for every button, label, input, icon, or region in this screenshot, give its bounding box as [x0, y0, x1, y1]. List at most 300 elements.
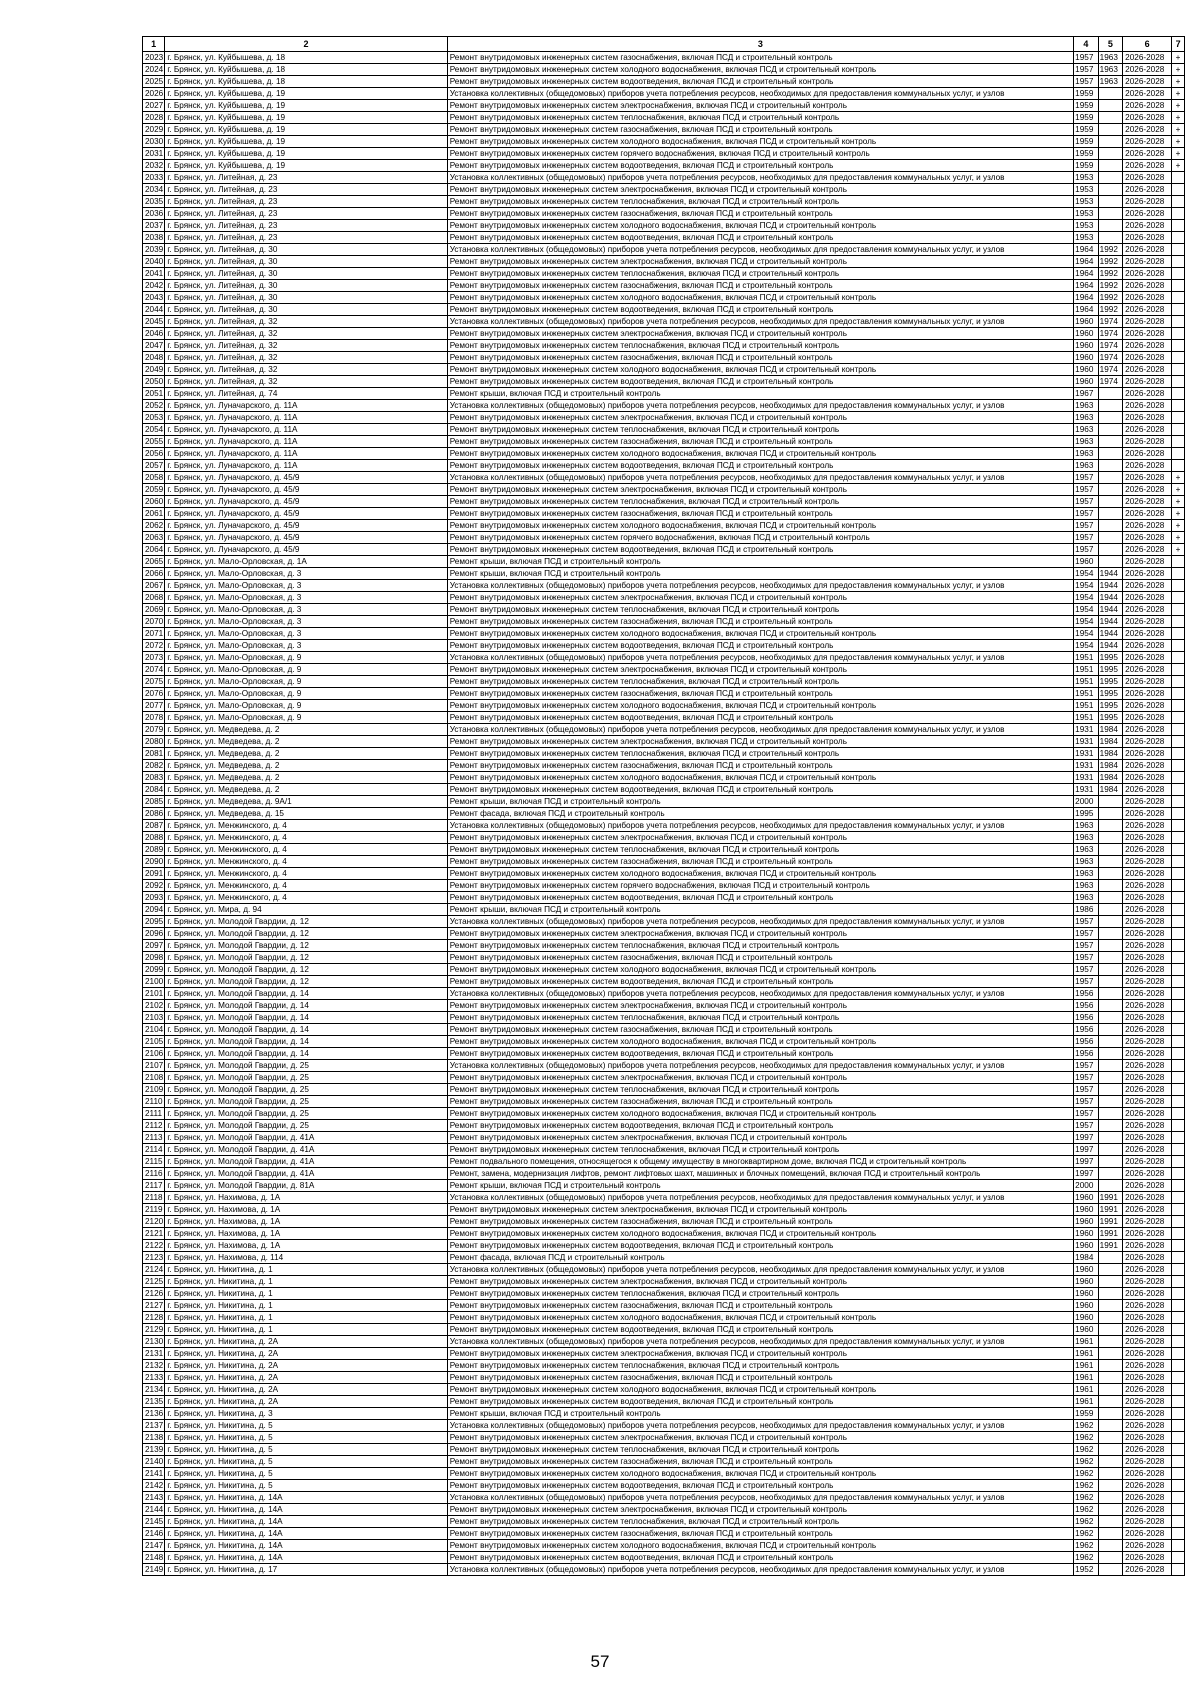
cell-mark: +: [1172, 124, 1185, 136]
cell-year-built: 1963: [1074, 412, 1099, 424]
cell-address: г. Брянск, ул. Медведева, д. 15: [165, 808, 447, 820]
table-row: [143, 1300, 1185, 1312]
cell-work-type: Ремонт внутридомовых инженерных систем холодного водоснабжения, включая ПСД и строительный контроль: [447, 64, 1073, 76]
cell-mark: [1172, 808, 1185, 820]
table-row: [143, 472, 1185, 484]
cell-row-number: 2117: [143, 1180, 165, 1192]
cell-work-type: Установка коллективных (общедомовых) приборов учета потребления ресурсов, необходимых для предоставления коммунальных услуг, и узлов: [447, 88, 1073, 100]
cell-planned-period: 2026-2028: [1123, 76, 1172, 88]
cell-work-type: Ремонт внутридомовых инженерных систем водоотведения, включая ПСД и строительный контроль: [447, 376, 1073, 388]
cell-work-type: Ремонт внутридомовых инженерных систем теплоснабжения, включая ПСД и строительный контроль: [447, 340, 1073, 352]
cell-work-type: Ремонт внутридомовых инженерных систем холодного водоснабжения, включая ПСД и строительный контроль: [447, 1108, 1073, 1120]
cell-work-type: Ремонт крыши, включая ПСД и строительный контроль: [447, 796, 1073, 808]
cell-address: г. Брянск, ул. Луначарского, д. 11А: [165, 436, 447, 448]
cell-row-number: 2087: [143, 820, 165, 832]
cell-planned-period: 2026-2028: [1123, 244, 1172, 256]
cell-planned-period: 2026-2028: [1123, 1468, 1172, 1480]
cell-row-number: 2059: [143, 484, 165, 496]
cell-year-renovated: [1098, 856, 1123, 868]
cell-year-built: 1960: [1074, 1204, 1099, 1216]
cell-year-renovated: 1944: [1098, 568, 1123, 580]
cell-year-renovated: [1098, 1036, 1123, 1048]
cell-row-number: 2065: [143, 556, 165, 568]
cell-work-type: Ремонт внутридомовых инженерных систем водоотведения, включая ПСД и строительный контроль: [447, 1480, 1073, 1492]
cell-work-type: Ремонт внутридомовых инженерных систем электроснабжения, включая ПСД и строительный контроль: [447, 184, 1073, 196]
cell-planned-period: 2026-2028: [1123, 1180, 1172, 1192]
cell-address: г. Брянск, ул. Молодой Гвардии, д. 25: [165, 1084, 447, 1096]
cell-work-type: Ремонт крыши, включая ПСД и строительный контроль: [447, 1408, 1073, 1420]
cell-year-renovated: [1098, 868, 1123, 880]
cell-year-renovated: [1098, 1372, 1123, 1384]
cell-year-built: 1931: [1074, 724, 1099, 736]
cell-row-number: 2114: [143, 1144, 165, 1156]
cell-address: г. Брянск, ул. Мало-Орловская, д. 9: [165, 712, 447, 724]
cell-mark: [1172, 856, 1185, 868]
cell-planned-period: 2026-2028: [1123, 1108, 1172, 1120]
table-row: [143, 700, 1185, 712]
cell-mark: [1172, 1528, 1185, 1540]
cell-work-type: Установка коллективных (общедомовых) приборов учета потребления ресурсов, необходимых для предоставления коммунальных услуг, и узлов: [447, 244, 1073, 256]
cell-planned-period: 2026-2028: [1123, 208, 1172, 220]
table-row: [143, 808, 1185, 820]
cell-year-renovated: [1098, 796, 1123, 808]
cell-address: г. Брянск, ул. Луначарского, д. 45/9: [165, 544, 447, 556]
cell-planned-period: 2026-2028: [1123, 352, 1172, 364]
cell-year-renovated: 1974: [1098, 352, 1123, 364]
cell-year-built: 1954: [1074, 604, 1099, 616]
cell-planned-period: 2026-2028: [1123, 1564, 1172, 1576]
cell-work-type: Установка коллективных (общедомовых) приборов учета потребления ресурсов, необходимых для предоставления коммунальных услуг, и узлов: [447, 400, 1073, 412]
table-row: [143, 1216, 1185, 1228]
cell-mark: [1172, 196, 1185, 208]
cell-work-type: Ремонт внутридомовых инженерных систем теплоснабжения, включая ПСД и строительный контроль: [447, 748, 1073, 760]
cell-mark: [1172, 364, 1185, 376]
cell-planned-period: 2026-2028: [1123, 952, 1172, 964]
cell-year-built: 1960: [1074, 1288, 1099, 1300]
cell-planned-period: 2026-2028: [1123, 508, 1172, 520]
table-row: [143, 940, 1185, 952]
cell-row-number: 2112: [143, 1120, 165, 1132]
cell-year-renovated: 1995: [1098, 712, 1123, 724]
cell-year-built: 1963: [1074, 820, 1099, 832]
table-row: [143, 712, 1185, 724]
cell-planned-period: 2026-2028: [1123, 1456, 1172, 1468]
cell-planned-period: 2026-2028: [1123, 1144, 1172, 1156]
cell-year-renovated: [1098, 940, 1123, 952]
cell-address: г. Брянск, ул. Нахимова, д. 114: [165, 1252, 447, 1264]
cell-mark: [1172, 880, 1185, 892]
cell-address: г. Брянск, ул. Мало-Орловская, д. 9: [165, 652, 447, 664]
cell-mark: [1172, 1360, 1185, 1372]
table-row: [143, 1348, 1185, 1360]
cell-year-renovated: [1098, 1408, 1123, 1420]
cell-work-type: Ремонт крыши, включая ПСД и строительный контроль: [447, 568, 1073, 580]
cell-work-type: Установка коллективных (общедомовых) приборов учета потребления ресурсов, необходимых для предоставления коммунальных услуг, и узлов: [447, 988, 1073, 1000]
table-row: [143, 1060, 1185, 1072]
cell-address: г. Брянск, ул. Луначарского, д. 11А: [165, 448, 447, 460]
cell-mark: +: [1172, 136, 1185, 148]
cell-mark: [1172, 340, 1185, 352]
cell-work-type: Установка коллективных (общедомовых) приборов учета потребления ресурсов, необходимых для предоставления коммунальных услуг, и узлов: [447, 316, 1073, 328]
table-row: [143, 1288, 1185, 1300]
cell-year-renovated: 1974: [1098, 364, 1123, 376]
cell-address: г. Брянск, ул. Мира, д. 94: [165, 904, 447, 916]
cell-year-built: 1964: [1074, 280, 1099, 292]
cell-planned-period: 2026-2028: [1123, 1252, 1172, 1264]
cell-year-renovated: [1098, 1456, 1123, 1468]
cell-planned-period: 2026-2028: [1123, 1264, 1172, 1276]
table-row: [143, 1084, 1185, 1096]
table-row: [143, 1240, 1185, 1252]
cell-planned-period: 2026-2028: [1123, 1336, 1172, 1348]
cell-year-built: 1959: [1074, 112, 1099, 124]
cell-year-built: 1960: [1074, 556, 1099, 568]
cell-work-type: Установка коллективных (общедомовых) приборов учета потребления ресурсов, необходимых для предоставления коммунальных услуг, и узлов: [447, 1420, 1073, 1432]
cell-row-number: 2098: [143, 952, 165, 964]
cell-year-renovated: [1098, 1096, 1123, 1108]
cell-year-renovated: 1984: [1098, 748, 1123, 760]
cell-row-number: 2103: [143, 1012, 165, 1024]
cell-year-renovated: [1098, 436, 1123, 448]
cell-mark: [1172, 1180, 1185, 1192]
cell-row-number: 2037: [143, 220, 165, 232]
cell-planned-period: 2026-2028: [1123, 1540, 1172, 1552]
cell-planned-period: 2026-2028: [1123, 1480, 1172, 1492]
cell-mark: [1172, 844, 1185, 856]
cell-year-renovated: [1098, 448, 1123, 460]
table-row: [143, 1504, 1185, 1516]
cell-year-renovated: 1992: [1098, 304, 1123, 316]
table-row: [143, 388, 1185, 400]
cell-row-number: 2078: [143, 712, 165, 724]
cell-work-type: Ремонт внутридомовых инженерных систем водоотведения, включая ПСД и строительный контроль: [447, 1120, 1073, 1132]
cell-row-number: 2122: [143, 1240, 165, 1252]
cell-row-number: 2049: [143, 364, 165, 376]
table-row: [143, 484, 1185, 496]
cell-row-number: 2115: [143, 1156, 165, 1168]
cell-row-number: 2089: [143, 844, 165, 856]
cell-planned-period: 2026-2028: [1123, 580, 1172, 592]
cell-year-renovated: [1098, 1084, 1123, 1096]
cell-work-type: Ремонт внутридомовых инженерных систем электроснабжения, включая ПСД и строительный контроль: [447, 928, 1073, 940]
cell-mark: [1172, 1372, 1185, 1384]
table-row: [143, 88, 1185, 100]
cell-year-built: 1967: [1074, 388, 1099, 400]
table-row: [143, 976, 1185, 988]
cell-address: г. Брянск, ул. Никитина, д. 5: [165, 1444, 447, 1456]
cell-address: г. Брянск, ул. Молодой Гвардии, д. 25: [165, 1108, 447, 1120]
table-row: [143, 1156, 1185, 1168]
cell-year-built: 1960: [1074, 340, 1099, 352]
cell-mark: [1172, 1552, 1185, 1564]
cell-year-renovated: [1098, 1312, 1123, 1324]
table-row: [143, 796, 1185, 808]
cell-planned-period: 2026-2028: [1123, 1204, 1172, 1216]
cell-planned-period: 2026-2028: [1123, 532, 1172, 544]
cell-row-number: 2097: [143, 940, 165, 952]
cell-mark: +: [1172, 472, 1185, 484]
table-row: [143, 652, 1185, 664]
cell-year-renovated: [1098, 1132, 1123, 1144]
cell-work-type: Ремонт внутридомовых инженерных систем газоснабжения, включая ПСД и строительный контроль: [447, 688, 1073, 700]
cell-address: г. Брянск, ул. Никитина, д. 5: [165, 1480, 447, 1492]
cell-row-number: 2129: [143, 1324, 165, 1336]
cell-work-type: Ремонт внутридомовых инженерных систем электроснабжения, включая ПСД и строительный контроль: [447, 736, 1073, 748]
cell-work-type: Установка коллективных (общедомовых) приборов учета потребления ресурсов, необходимых для предоставления коммунальных услуг, и узлов: [447, 1564, 1073, 1576]
cell-year-built: 1963: [1074, 844, 1099, 856]
cell-mark: [1172, 376, 1185, 388]
cell-year-built: 1961: [1074, 1396, 1099, 1408]
table-row: [143, 1072, 1185, 1084]
cell-planned-period: 2026-2028: [1123, 1156, 1172, 1168]
cell-work-type: Ремонт внутридомовых инженерных систем холодного водоснабжения, включая ПСД и строительный контроль: [447, 868, 1073, 880]
cell-work-type: Ремонт внутридомовых инженерных систем холодного водоснабжения, включая ПСД и строительный контроль: [447, 136, 1073, 148]
cell-work-type: Ремонт, замена, модернизация лифтов, ремонт лифтовых шахт, машинных и блочных помещений, включая ПСД и строительный контроль: [447, 1168, 1073, 1180]
col-header-2: 2: [165, 37, 447, 52]
cell-planned-period: 2026-2028: [1123, 880, 1172, 892]
cell-year-renovated: [1098, 508, 1123, 520]
cell-work-type: Ремонт внутридомовых инженерных систем водоотведения, включая ПСД и строительный контроль: [447, 892, 1073, 904]
cell-address: г. Брянск, ул. Менжинского, д. 4: [165, 868, 447, 880]
cell-year-renovated: 1991: [1098, 1192, 1123, 1204]
cell-year-renovated: [1098, 928, 1123, 940]
cell-row-number: 2125: [143, 1276, 165, 1288]
cell-year-built: 1960: [1074, 1192, 1099, 1204]
cell-year-built: 1963: [1074, 400, 1099, 412]
table-row: [143, 172, 1185, 184]
cell-year-built: 1997: [1074, 1168, 1099, 1180]
cell-planned-period: 2026-2028: [1123, 1312, 1172, 1324]
cell-address: г. Брянск, ул. Луначарского, д. 11А: [165, 424, 447, 436]
table-row: [143, 676, 1185, 688]
cell-mark: [1172, 976, 1185, 988]
table-row: [143, 76, 1185, 88]
cell-year-renovated: 1991: [1098, 1204, 1123, 1216]
cell-row-number: 2032: [143, 160, 165, 172]
cell-year-built: 1960: [1074, 1276, 1099, 1288]
cell-address: г. Брянск, ул. Молодой Гвардии, д. 25: [165, 1060, 447, 1072]
table-row: [143, 628, 1185, 640]
cell-address: г. Брянск, ул. Никитина, д. 2А: [165, 1348, 447, 1360]
cell-address: г. Брянск, ул. Менжинского, д. 4: [165, 856, 447, 868]
cell-year-built: 1960: [1074, 352, 1099, 364]
cell-address: г. Брянск, ул. Нахимова, д. 1А: [165, 1216, 447, 1228]
cell-work-type: Ремонт внутридомовых инженерных систем холодного водоснабжения, включая ПСД и строительный контроль: [447, 220, 1073, 232]
cell-work-type: Ремонт внутридомовых инженерных систем водоотведения, включая ПСД и строительный контроль: [447, 1396, 1073, 1408]
cell-year-built: 1962: [1074, 1540, 1099, 1552]
cell-year-renovated: 1974: [1098, 376, 1123, 388]
cell-address: г. Брянск, ул. Молодой Гвардии, д. 25: [165, 1096, 447, 1108]
cell-work-type: Ремонт внутридомовых инженерных систем холодного водоснабжения, включая ПСД и строительный контроль: [447, 1228, 1073, 1240]
col-header-6: 6: [1123, 37, 1172, 52]
cell-row-number: 2090: [143, 856, 165, 868]
cell-work-type: Установка коллективных (общедомовых) приборов учета потребления ресурсов, необходимых для предоставления коммунальных услуг, и узлов: [447, 1336, 1073, 1348]
cell-planned-period: 2026-2028: [1123, 832, 1172, 844]
cell-address: г. Брянск, ул. Мало-Орловская, д. 1А: [165, 556, 447, 568]
cell-planned-period: 2026-2028: [1123, 1048, 1172, 1060]
cell-planned-period: 2026-2028: [1123, 496, 1172, 508]
cell-work-type: Ремонт внутридомовых инженерных систем теплоснабжения, включая ПСД и строительный контроль: [447, 1084, 1073, 1096]
cell-work-type: Ремонт внутридомовых инженерных систем водоотведения, включая ПСД и строительный контроль: [447, 460, 1073, 472]
cell-year-renovated: 1984: [1098, 772, 1123, 784]
cell-year-built: 1963: [1074, 832, 1099, 844]
cell-work-type: Ремонт внутридомовых инженерных систем холодного водоснабжения, включая ПСД и строительный контроль: [447, 1036, 1073, 1048]
cell-year-built: 1960: [1074, 1324, 1099, 1336]
cell-mark: [1172, 712, 1185, 724]
cell-address: г. Брянск, ул. Никитина, д. 1: [165, 1264, 447, 1276]
cell-mark: [1172, 868, 1185, 880]
cell-mark: [1172, 556, 1185, 568]
table-row: [143, 688, 1185, 700]
cell-planned-period: 2026-2028: [1123, 328, 1172, 340]
cell-row-number: 2047: [143, 340, 165, 352]
cell-address: г. Брянск, ул. Литейная, д. 74: [165, 388, 447, 400]
cell-year-built: 1961: [1074, 1336, 1099, 1348]
cell-year-renovated: [1098, 832, 1123, 844]
table-row: [143, 124, 1185, 136]
header-row: [143, 37, 1185, 52]
cell-row-number: 2058: [143, 472, 165, 484]
cell-year-built: 1962: [1074, 1552, 1099, 1564]
table-row: [143, 616, 1185, 628]
cell-planned-period: 2026-2028: [1123, 280, 1172, 292]
cell-row-number: 2142: [143, 1480, 165, 1492]
cell-address: г. Брянск, ул. Куйбышева, д. 19: [165, 112, 447, 124]
cell-address: г. Брянск, ул. Куйбышева, д. 18: [165, 76, 447, 88]
cell-work-type: Ремонт внутридомовых инженерных систем электроснабжения, включая ПСД и строительный контроль: [447, 664, 1073, 676]
table-row: [143, 244, 1185, 256]
cell-work-type: Ремонт внутридомовых инженерных систем холодного водоснабжения, включая ПСД и строительный контроль: [447, 1540, 1073, 1552]
cell-row-number: 2088: [143, 832, 165, 844]
cell-work-type: Ремонт внутридомовых инженерных систем водоотведения, включая ПСД и строительный контроль: [447, 712, 1073, 724]
cell-year-built: 1959: [1074, 88, 1099, 100]
cell-planned-period: 2026-2028: [1123, 1096, 1172, 1108]
cell-year-renovated: [1098, 1072, 1123, 1084]
cell-row-number: 2123: [143, 1252, 165, 1264]
cell-work-type: Установка коллективных (общедомовых) приборов учета потребления ресурсов, необходимых для предоставления коммунальных услуг, и узлов: [447, 1192, 1073, 1204]
cell-year-built: 1960: [1074, 1300, 1099, 1312]
cell-year-renovated: 1992: [1098, 280, 1123, 292]
table-row: [143, 1408, 1185, 1420]
cell-row-number: 2084: [143, 784, 165, 796]
cell-row-number: 2064: [143, 544, 165, 556]
table-row: [143, 220, 1185, 232]
cell-planned-period: 2026-2028: [1123, 412, 1172, 424]
cell-work-type: Установка коллективных (общедомовых) приборов учета потребления ресурсов, необходимых для предоставления коммунальных услуг, и узлов: [447, 1060, 1073, 1072]
cell-year-renovated: [1098, 1276, 1123, 1288]
cell-address: г. Брянск, ул. Никитина, д. 1: [165, 1276, 447, 1288]
table-row: [143, 508, 1185, 520]
cell-row-number: 2099: [143, 964, 165, 976]
cell-planned-period: 2026-2028: [1123, 160, 1172, 172]
cell-planned-period: 2026-2028: [1123, 760, 1172, 772]
cell-year-renovated: [1098, 1324, 1123, 1336]
cell-mark: [1172, 772, 1185, 784]
cell-row-number: 2093: [143, 892, 165, 904]
cell-planned-period: 2026-2028: [1123, 1528, 1172, 1540]
cell-address: г. Брянск, ул. Литейная, д. 30: [165, 256, 447, 268]
cell-work-type: Ремонт внутридомовых инженерных систем газоснабжения, включая ПСД и строительный контроль: [447, 1456, 1073, 1468]
cell-row-number: 2104: [143, 1024, 165, 1036]
cell-address: г. Брянск, ул. Литейная, д. 23: [165, 184, 447, 196]
cell-year-renovated: [1098, 988, 1123, 1000]
cell-year-renovated: [1098, 520, 1123, 532]
cell-year-renovated: 1991: [1098, 1216, 1123, 1228]
cell-row-number: 2135: [143, 1396, 165, 1408]
table-row: [143, 1144, 1185, 1156]
cell-planned-period: 2026-2028: [1123, 1516, 1172, 1528]
cell-row-number: 2141: [143, 1468, 165, 1480]
cell-row-number: 2048: [143, 352, 165, 364]
cell-year-built: 1957: [1074, 1096, 1099, 1108]
cell-address: г. Брянск, ул. Никитина, д. 1: [165, 1312, 447, 1324]
cell-planned-period: 2026-2028: [1123, 1276, 1172, 1288]
cell-year-renovated: [1098, 532, 1123, 544]
cell-mark: [1172, 412, 1185, 424]
table-row: [143, 1312, 1185, 1324]
cell-address: г. Брянск, ул. Литейная, д. 30: [165, 244, 447, 256]
cell-year-built: 1956: [1074, 1012, 1099, 1024]
cell-address: г. Брянск, ул. Мало-Орловская, д. 3: [165, 568, 447, 580]
cell-address: г. Брянск, ул. Никитина, д. 5: [165, 1456, 447, 1468]
cell-work-type: Ремонт внутридомовых инженерных систем холодного водоснабжения, включая ПСД и строительный контроль: [447, 1384, 1073, 1396]
col-header-3: 3: [447, 37, 1073, 52]
cell-year-renovated: [1098, 1396, 1123, 1408]
cell-mark: [1172, 1480, 1185, 1492]
cell-year-renovated: [1098, 1264, 1123, 1276]
table-row: [143, 1444, 1185, 1456]
cell-mark: [1172, 592, 1185, 604]
cell-address: г. Брянск, ул. Медведева, д. 2: [165, 760, 447, 772]
cell-address: г. Брянск, ул. Молодой Гвардии, д. 12: [165, 916, 447, 928]
cell-mark: [1172, 1060, 1185, 1072]
cell-work-type: Ремонт внутридомовых инженерных систем теплоснабжения, включая ПСД и строительный контроль: [447, 496, 1073, 508]
cell-row-number: 2075: [143, 676, 165, 688]
cell-planned-period: 2026-2028: [1123, 232, 1172, 244]
cell-work-type: Ремонт внутридомовых инженерных систем водоотведения, включая ПСД и строительный контроль: [447, 1324, 1073, 1336]
cell-planned-period: 2026-2028: [1123, 364, 1172, 376]
cell-row-number: 2040: [143, 256, 165, 268]
cell-planned-period: 2026-2028: [1123, 844, 1172, 856]
cell-planned-period: 2026-2028: [1123, 1408, 1172, 1420]
cell-work-type: Ремонт внутридомовых инженерных систем водоотведения, включая ПСД и строительный контроль: [447, 1552, 1073, 1564]
cell-mark: [1172, 1288, 1185, 1300]
cell-year-built: 1963: [1074, 436, 1099, 448]
cell-year-built: 1931: [1074, 736, 1099, 748]
cell-mark: [1172, 1048, 1185, 1060]
table-row: [143, 1204, 1185, 1216]
cell-mark: [1172, 1108, 1185, 1120]
cell-year-renovated: [1098, 1468, 1123, 1480]
cell-address: г. Брянск, ул. Литейная, д. 32: [165, 364, 447, 376]
table-row: [143, 844, 1185, 856]
cell-planned-period: 2026-2028: [1123, 1120, 1172, 1132]
cell-mark: [1172, 1396, 1185, 1408]
table-row: [143, 1168, 1185, 1180]
cell-year-built: 1957: [1074, 496, 1099, 508]
cell-work-type: Ремонт внутридомовых инженерных систем электроснабжения, включая ПСД и строительный контроль: [447, 412, 1073, 424]
cell-year-built: 1960: [1074, 1228, 1099, 1240]
cell-mark: [1172, 1300, 1185, 1312]
cell-year-renovated: 1984: [1098, 784, 1123, 796]
cell-address: г. Брянск, ул. Молодой Гвардии, д. 14: [165, 1036, 447, 1048]
cell-work-type: Ремонт подвального помещения, относящегося к общему имуществу в многоквартирном доме, включая ПСД и строительный контроль: [447, 1156, 1073, 1168]
cell-year-built: 1962: [1074, 1456, 1099, 1468]
cell-mark: [1172, 892, 1185, 904]
cell-year-renovated: 1944: [1098, 580, 1123, 592]
table-row: [143, 880, 1185, 892]
cell-year-renovated: [1098, 952, 1123, 964]
